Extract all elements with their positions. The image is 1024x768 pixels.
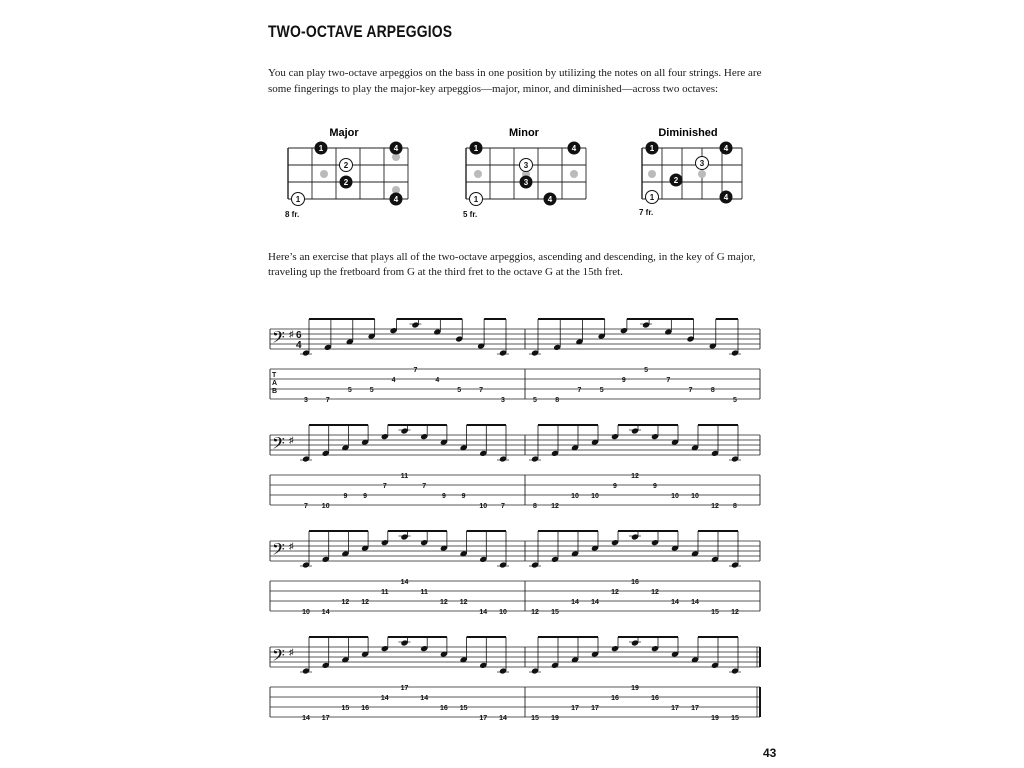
tab-number: 9 <box>363 493 368 500</box>
bass-clef-icon: 𝄢 <box>272 647 285 669</box>
tab-number: 16 <box>631 579 639 586</box>
tab-number: 14 <box>420 695 429 702</box>
tab-number: 17 <box>321 715 330 722</box>
tab-number: 12 <box>731 609 739 616</box>
fret-label: 5 fr. <box>463 210 478 219</box>
tab-number: 9 <box>461 493 466 500</box>
finger-number: 1 <box>318 144 324 153</box>
tab-number: 12 <box>631 473 639 480</box>
tab-number: 14 <box>400 579 409 586</box>
tab-number: 12 <box>361 599 369 606</box>
tab-number: 12 <box>611 589 619 596</box>
tab-number: 14 <box>591 599 599 606</box>
exercise-text-line-1: Here’s an exercise that plays all of the two-octave arpeggios, ascending and descending, in the key of G major, <box>268 251 756 263</box>
tab-number: 5 <box>733 397 737 404</box>
tab-number: 8 <box>710 387 715 394</box>
finger-number: 3 <box>699 159 705 168</box>
music-system <box>270 637 760 722</box>
tab-clef-letter: A <box>272 380 278 387</box>
tab-number: 16 <box>361 705 369 712</box>
diagram-title: Major <box>329 127 359 139</box>
finger-number: 4 <box>393 144 399 153</box>
tab-number: 17 <box>479 715 488 722</box>
tab-number: 7 <box>577 387 582 394</box>
tab-number: 14 <box>479 609 488 616</box>
tab-number: 16 <box>651 695 659 702</box>
tab-number: 5 <box>369 387 374 394</box>
tab-number: 10 <box>571 493 579 500</box>
tab-number: 12 <box>531 609 539 616</box>
finger-number: 1 <box>295 195 301 204</box>
tab-number: 14 <box>571 599 579 606</box>
tab-number: 14 <box>691 599 699 606</box>
tab-number: 12 <box>341 599 350 606</box>
bass-clef-icon: 𝄢 <box>272 435 285 457</box>
finger-number: 4 <box>571 144 577 153</box>
key-signature-sharp: ♯ <box>289 647 294 657</box>
tab-number: 9 <box>441 493 446 500</box>
diagram-title: Diminished <box>658 127 718 139</box>
finger-number: 2 <box>343 161 349 170</box>
tab-number: 3 <box>501 397 505 404</box>
finger-number: 3 <box>523 178 529 187</box>
tab-number: 14 <box>499 715 507 722</box>
tab-number: 16 <box>611 695 619 702</box>
tab-number: 15 <box>711 609 719 616</box>
tab-number: 7 <box>304 503 308 510</box>
tab-number: 10 <box>479 503 488 510</box>
key-signature-sharp: ♯ <box>289 329 294 339</box>
tab-number: 7 <box>413 367 418 374</box>
tab-number: 7 <box>666 377 671 384</box>
tab-number: 7 <box>382 483 387 490</box>
finger-number: 4 <box>393 195 399 204</box>
finger-number: 1 <box>473 144 479 153</box>
tab-number: 15 <box>531 715 539 722</box>
tab-number: 14 <box>302 715 310 722</box>
tab-number: 15 <box>459 705 468 712</box>
tab-number: 14 <box>321 609 330 616</box>
tab-number: 7 <box>688 387 693 394</box>
tab-clef-letter: B <box>272 388 278 395</box>
bass-clef-icon: 𝄢 <box>272 329 285 351</box>
exercise-text-line-2: traveling up the fretboard from G at the third fret to the octave G at the 15th fret. <box>268 266 623 278</box>
tab-number: 5 <box>599 387 604 394</box>
tab-number: 10 <box>591 493 599 500</box>
tab-number: 10 <box>321 503 330 510</box>
tab-number: 9 <box>621 377 626 384</box>
tab-number: 14 <box>671 599 679 606</box>
tab-number: 7 <box>501 503 505 510</box>
tab-clef-letter: T <box>272 372 277 379</box>
key-signature-sharp: ♯ <box>289 435 294 445</box>
tab-number: 10 <box>302 609 310 616</box>
tab-number: 17 <box>691 705 699 712</box>
tab-number: 15 <box>731 715 739 722</box>
finger-number: 2 <box>673 176 679 185</box>
tab-number: 8 <box>733 503 737 510</box>
tab-number: 8 <box>533 503 537 510</box>
tab-number: 11 <box>400 473 409 480</box>
tab-number: 3 <box>304 397 308 404</box>
music-system <box>270 319 760 404</box>
tab-number: 12 <box>651 589 659 596</box>
tab-number: 11 <box>381 589 389 596</box>
tab-number: 9 <box>343 493 348 500</box>
tab-number: 11 <box>420 589 428 596</box>
tab-number: 17 <box>671 705 679 712</box>
tab-number: 8 <box>555 397 560 404</box>
tab-number: 15 <box>551 609 559 616</box>
tab-number: 9 <box>653 483 657 490</box>
tab-number: 17 <box>400 685 409 692</box>
fret-label: 8 fr. <box>285 210 300 219</box>
tab-number: 17 <box>571 705 579 712</box>
finger-number: 1 <box>649 144 655 153</box>
music-system <box>270 425 760 510</box>
tab-number: 14 <box>380 695 389 702</box>
tab-number: 7 <box>325 397 330 404</box>
diagram-title: Minor <box>509 127 539 139</box>
finger-number: 3 <box>523 161 529 170</box>
tab-number: 5 <box>457 387 462 394</box>
tab-number: 19 <box>551 715 559 722</box>
bass-clef-icon: 𝄢 <box>272 541 285 563</box>
intro-text-line-1: You can play two-octave arpeggios on the bass in one position by utilizing the notes on all four strings. Here are <box>268 67 762 79</box>
music-system <box>270 531 760 616</box>
tab-number: 19 <box>631 685 639 692</box>
time-signature-bottom: 4 <box>296 340 302 351</box>
finger-number: 1 <box>473 195 479 204</box>
tab-number: 12 <box>440 599 448 606</box>
tab-number: 16 <box>440 705 448 712</box>
finger-number: 2 <box>343 178 349 187</box>
tab-number: 12 <box>711 503 719 510</box>
tab-number: 15 <box>341 705 350 712</box>
tab-number: 12 <box>551 503 559 510</box>
tab-number: 5 <box>533 397 537 404</box>
tab-number: 5 <box>644 367 649 374</box>
tab-number: 17 <box>591 705 599 712</box>
intro-text-line-2: some fingerings to play the major-key arpeggios—major, minor, and diminished—across two octaves: <box>268 83 719 95</box>
finger-number: 4 <box>723 144 729 153</box>
tab-number: 19 <box>711 715 719 722</box>
finger-number: 4 <box>723 193 729 202</box>
tab-number: 12 <box>459 599 468 606</box>
key-signature-sharp: ♯ <box>289 541 294 551</box>
fret-label: 7 fr. <box>639 208 654 217</box>
tab-number: 7 <box>479 387 484 394</box>
tab-number: 5 <box>347 387 352 394</box>
tab-number: 10 <box>499 609 507 616</box>
page-title: TWO-OCTAVE ARPEGGIOS <box>268 22 453 41</box>
tab-number: 7 <box>422 483 427 490</box>
finger-number: 4 <box>547 195 553 204</box>
tab-number: 4 <box>391 377 396 384</box>
tab-number: 10 <box>691 493 699 500</box>
tab-number: 9 <box>613 483 617 490</box>
tab-number: 10 <box>671 493 679 500</box>
tab-number: 4 <box>435 377 440 384</box>
page-number: 43 <box>763 746 777 760</box>
time-signature-top: 6 <box>296 330 302 341</box>
finger-number: 1 <box>649 193 655 202</box>
